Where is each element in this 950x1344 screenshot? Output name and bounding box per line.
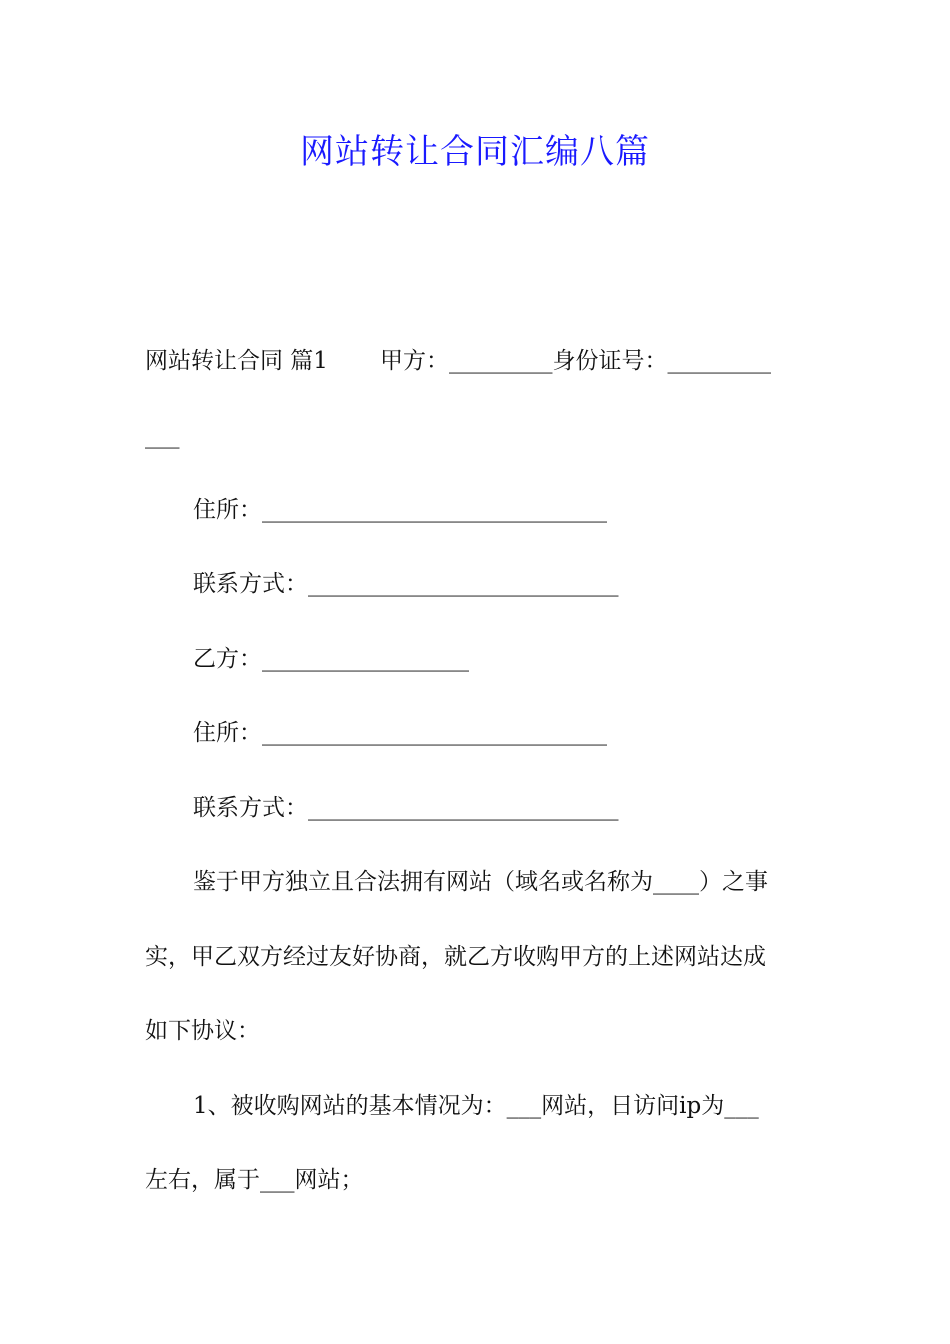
document-title: 网站转让合同汇编八篇 xyxy=(300,132,650,172)
contract-heading-line xyxy=(145,345,810,377)
paragraph-recital-line-1: 鉴于甲方独立且合法拥有网站（域名或名称为____）之事 xyxy=(193,869,768,895)
party-b: 乙方：__________________ xyxy=(193,646,469,672)
contract-heading: 网站转让合同 篇1 xyxy=(145,348,328,374)
paragraph-recital-line-2: 实，甲乙双方经过友好协商，就乙方收购甲方的上述网站达成 xyxy=(145,944,766,970)
party-a-contact: 联系方式：___________________________ xyxy=(193,571,619,597)
id-continuation: ___ xyxy=(145,423,180,449)
clause-1-line-1: 1、被收购网站的基本情况为：___网站，日访问ip为___ xyxy=(193,1093,759,1119)
paragraph-recital-line-3: 如下协议： xyxy=(145,1018,260,1044)
clause-1-line-2: 左右，属于___网站； xyxy=(145,1167,364,1193)
party-b-contact: 联系方式：___________________________ xyxy=(193,795,619,821)
party-a-id-line: 甲方：_________身份证号：_________ xyxy=(379,348,771,374)
party-b-address: 住所：______________________________ xyxy=(193,720,607,746)
party-a-address: 住所：______________________________ xyxy=(193,497,607,523)
